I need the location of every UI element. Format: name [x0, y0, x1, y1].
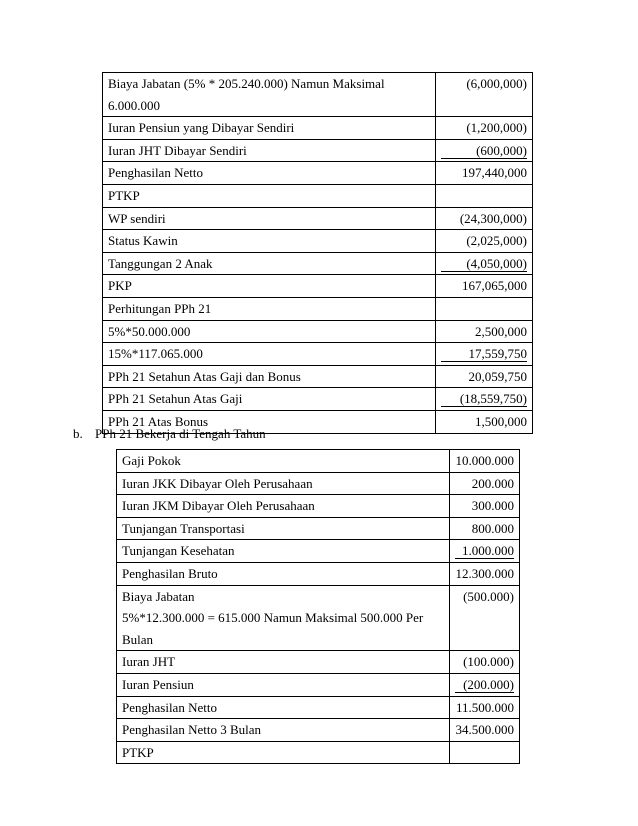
- section-b-title: PPh 21 Bekerja di Tengah Tahun: [95, 426, 266, 441]
- row-value-cell: [436, 230, 533, 253]
- table-row: [103, 162, 533, 185]
- row-value-cell: [436, 388, 533, 411]
- row-label-cell: [103, 162, 436, 185]
- row-label-cell: [117, 472, 450, 495]
- row-label-cell: [103, 275, 436, 298]
- row-value-cell: [436, 297, 533, 320]
- row-value-cell: [436, 184, 533, 207]
- row-value-cell: [450, 696, 520, 719]
- row-label: Status Kawin: [108, 233, 178, 249]
- row-value: (500.000): [463, 588, 514, 604]
- row-label-cell: [117, 651, 450, 674]
- row-label: PTKP: [122, 744, 154, 760]
- row-value-cell: [450, 585, 520, 651]
- table-row: [103, 320, 533, 343]
- row-label-cell: [117, 495, 450, 518]
- row-label: Iuran JKK Dibayar Oleh Perusahaan: [122, 475, 313, 491]
- row-label-cell: [103, 73, 436, 117]
- table-row: [117, 585, 520, 651]
- row-value-cell: [450, 472, 520, 495]
- row-value-cell: [436, 252, 533, 275]
- row-value: (6,000,000): [466, 76, 527, 91]
- row-value: 300.000: [471, 498, 514, 514]
- row-label: Tunjangan Transportasi: [122, 520, 245, 536]
- table-row: [117, 540, 520, 563]
- row-label-cell: [117, 540, 450, 563]
- row-label: 5%*50.000.000: [108, 323, 191, 339]
- row-label-cell: [117, 562, 450, 585]
- row-value: (200.000): [455, 677, 514, 693]
- row-label: Gaji Pokok: [122, 453, 181, 468]
- row-value-cell: [450, 673, 520, 696]
- row-label: Iuran Pensiun: [122, 676, 194, 692]
- row-label-cell: [117, 673, 450, 696]
- table-row: [103, 184, 533, 207]
- row-label-cell: [103, 343, 436, 366]
- row-label: Iuran Pensiun yang Dibayar Sendiri: [108, 120, 295, 136]
- row-label-cell: [103, 184, 436, 207]
- row-value: 10.000.000: [455, 453, 514, 468]
- row-value-cell: [436, 275, 533, 298]
- row-value-cell: [450, 450, 520, 473]
- row-label-cell: [103, 365, 436, 388]
- row-value: (24,300,000): [459, 210, 527, 226]
- row-label-cell: [117, 450, 450, 473]
- row-label: Penghasilan Bruto: [122, 565, 218, 581]
- table-row: [117, 472, 520, 495]
- row-value-cell: [450, 719, 520, 742]
- table-row: [117, 696, 520, 719]
- row-value: 17,559,750: [441, 346, 527, 362]
- table-row: [117, 450, 520, 473]
- row-label-cell: [103, 297, 436, 320]
- row-value: 20,059,750: [468, 368, 527, 384]
- row-label: Penghasilan Netto: [122, 699, 217, 715]
- row-label: Penghasilan Netto: [108, 165, 203, 181]
- row-value-cell: [450, 741, 520, 764]
- row-label: Tanggungan 2 Anak: [108, 255, 213, 271]
- row-label-cell: [103, 117, 436, 140]
- row-value: (600,000): [441, 143, 527, 159]
- table-row: [103, 343, 533, 366]
- row-value-cell: [436, 207, 533, 230]
- row-value: (2,025,000): [466, 233, 527, 249]
- tax-calculation-table-midyear: [116, 449, 520, 764]
- row-value-cell: [450, 562, 520, 585]
- row-value-cell: [436, 410, 533, 433]
- row-label-cell: [117, 517, 450, 540]
- row-label-cell: [103, 388, 436, 411]
- row-label-cell: [103, 230, 436, 253]
- row-label-cell: [117, 696, 450, 719]
- row-label-cell: [103, 252, 436, 275]
- row-label: PPh 21 Setahun Atas Gaji dan Bonus: [108, 368, 301, 384]
- row-label-cell: [117, 719, 450, 742]
- row-label: Biaya Jabatan: [122, 588, 195, 604]
- row-value: 34.500.000: [455, 722, 514, 738]
- row-label: PPh 21 Setahun Atas Gaji: [108, 391, 243, 407]
- row-value: 1,500,000: [475, 413, 527, 429]
- row-label: Perhitungan PPh 21: [108, 300, 212, 316]
- row-value: (1,200,000): [466, 120, 527, 136]
- row-label: WP sendiri: [108, 210, 166, 226]
- table-row: [103, 117, 533, 140]
- row-label: Iuran JHT Dibayar Sendiri: [108, 142, 247, 158]
- row-value: (4,050,000): [441, 256, 527, 272]
- row-value: 1.000.000: [455, 543, 514, 559]
- row-label-cell: [103, 207, 436, 230]
- row-label-cell: [117, 585, 450, 651]
- table-row: [117, 495, 520, 518]
- row-label: PKP: [108, 278, 132, 294]
- row-value: 11.500.000: [455, 699, 514, 715]
- row-value-cell: [436, 343, 533, 366]
- table-row: [117, 562, 520, 585]
- table-row: [117, 651, 520, 674]
- row-value-cell: [436, 320, 533, 343]
- table-row: [117, 517, 520, 540]
- row-value: (100.000): [463, 654, 514, 670]
- row-value-cell: [450, 651, 520, 674]
- row-value-cell: [436, 162, 533, 185]
- row-value: 200.000: [471, 475, 514, 491]
- table-row: [103, 230, 533, 253]
- row-label: Iuran JHT: [122, 654, 176, 670]
- table-row: [103, 207, 533, 230]
- table-row: [103, 365, 533, 388]
- section-b-marker: b.: [73, 426, 83, 441]
- tax-calculation-table-annual: [102, 72, 533, 434]
- section-b-heading: [73, 425, 266, 443]
- row-value: 197,440,000: [462, 165, 527, 181]
- row-value-cell: [450, 540, 520, 563]
- row-sublabel: 5%*12.300.000 = 615.000 Namun Maksimal 500.000 Per Bulan: [122, 610, 424, 647]
- row-value: 167,065,000: [462, 278, 527, 294]
- table-row: [117, 719, 520, 742]
- row-value-cell: [436, 139, 533, 162]
- table-row: [103, 275, 533, 298]
- row-value-cell: [450, 495, 520, 518]
- row-value-cell: [436, 365, 533, 388]
- table-row: [103, 297, 533, 320]
- table-row: [117, 741, 520, 764]
- row-label: Penghasilan Netto 3 Bulan: [122, 722, 262, 738]
- row-value: 2,500,000: [475, 323, 527, 339]
- table-row: [117, 673, 520, 696]
- row-value-cell: [450, 517, 520, 540]
- row-label: PTKP: [108, 187, 140, 203]
- row-label-cell: [117, 741, 450, 764]
- row-value: (18,559,750): [441, 391, 527, 407]
- row-label: Iuran JKM Dibayar Oleh Perusahaan: [122, 498, 315, 514]
- table-row: [103, 252, 533, 275]
- table-row: [103, 388, 533, 411]
- row-value: 800.000: [471, 520, 514, 536]
- row-label: Biaya Jabatan (5% * 205.240.000) Namun Maksimal 6.000.000: [108, 76, 385, 113]
- row-label: 15%*117.065.000: [108, 346, 203, 362]
- table-row: [103, 139, 533, 162]
- row-label-cell: [103, 139, 436, 162]
- row-label-cell: [103, 320, 436, 343]
- table-row: [103, 73, 533, 117]
- row-label: PPh 21 Atas Bonus: [108, 413, 209, 429]
- row-value: 12.300.000: [455, 565, 514, 581]
- row-value-cell: [436, 73, 533, 117]
- row-label: Tunjangan Kesehatan: [122, 543, 235, 559]
- row-value-cell: [436, 117, 533, 140]
